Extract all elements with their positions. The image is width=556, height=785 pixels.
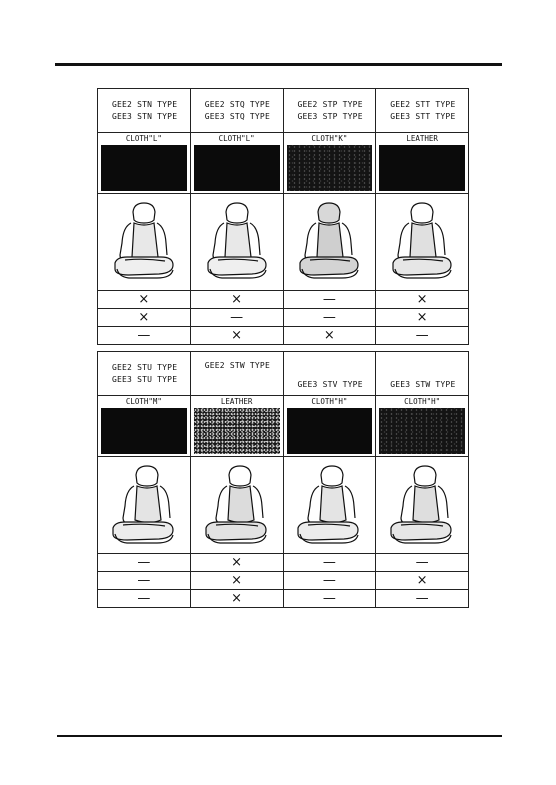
seat-cell — [376, 194, 468, 290]
material-label: CLOTH"K" — [311, 134, 348, 143]
mark-cell: × — [284, 327, 377, 344]
car-seat-icon — [200, 462, 274, 548]
seat-cell — [98, 194, 191, 290]
car-seat-icon — [107, 199, 181, 285]
mark-cell: × — [416, 310, 428, 325]
column-header: GEE2 STN TYPE GEE3 STN TYPE — [98, 89, 191, 133]
mark-cell: × — [191, 291, 284, 308]
mark-cell: × — [416, 292, 428, 307]
material-cell — [98, 396, 191, 456]
mark-cell: × — [98, 291, 191, 308]
header-rule — [55, 63, 502, 66]
seat-cell — [376, 457, 468, 553]
material-cell — [376, 396, 468, 456]
car-seat-icon — [385, 199, 459, 285]
column-header: GEE2 STQ TYPE GEE3 STQ TYPE — [191, 89, 284, 133]
header-row — [98, 89, 468, 133]
material-label: LEATHER — [220, 397, 253, 406]
mark-cell: — — [284, 590, 377, 607]
fabric-swatch — [379, 408, 465, 454]
mark-cell: — — [98, 554, 191, 571]
mark-cell: × — [191, 572, 284, 589]
column-header: GEE2 STU TYPE GEE3 STU TYPE — [98, 352, 191, 396]
seat-cell — [284, 194, 377, 290]
mark-row — [98, 327, 468, 344]
column-header: GEE2 STW TYPE — [191, 352, 284, 396]
car-seat-icon — [292, 462, 366, 548]
car-seat-icon — [385, 462, 459, 548]
mark-cell: — — [284, 572, 377, 589]
mark-row — [98, 554, 468, 572]
material-label: CLOTH"L" — [218, 134, 255, 143]
material-label: CLOTH"M" — [125, 397, 162, 406]
fabric-swatch — [101, 145, 187, 191]
fabric-swatch — [287, 408, 373, 454]
mark-row — [98, 309, 468, 327]
material-row — [98, 396, 468, 456]
mark-cell: — — [415, 591, 429, 606]
material-label: CLOTH"H" — [311, 397, 348, 406]
material-label: LEATHER — [406, 134, 438, 143]
mark-cell: × — [98, 309, 191, 326]
column-header: GEE3 STW TYPE — [376, 352, 468, 396]
seat-cell — [284, 457, 377, 553]
material-cell — [284, 133, 377, 193]
seat-cell — [98, 457, 191, 553]
mark-cell: — — [415, 555, 429, 570]
material-cell — [191, 133, 284, 193]
material-label: CLOTH"L" — [125, 134, 162, 143]
fabric-swatch — [194, 408, 280, 454]
seat-table-2 — [97, 351, 469, 608]
material-cell — [191, 396, 284, 456]
material-cell — [284, 396, 377, 456]
car-seat-icon — [200, 199, 274, 285]
mark-cell: — — [98, 327, 191, 344]
mark-cell: × — [191, 327, 284, 344]
mark-row — [98, 572, 468, 590]
material-label: CLOTH"H" — [404, 397, 441, 406]
material-row — [98, 133, 468, 193]
car-seat-icon — [292, 199, 366, 285]
mark-cell: — — [284, 291, 377, 308]
mark-cell: — — [98, 572, 191, 589]
seat-illustration-row — [98, 456, 468, 554]
fabric-swatch — [194, 145, 280, 191]
fabric-swatch — [379, 145, 465, 191]
mark-cell: — — [98, 590, 191, 607]
mark-cell: — — [284, 554, 377, 571]
column-header: GEE2 STP TYPE GEE3 STP TYPE — [284, 89, 377, 133]
column-header: GEE2 STT TYPE GEE3 STT TYPE — [376, 89, 468, 133]
footer-rule — [57, 735, 502, 737]
fabric-swatch — [287, 145, 373, 191]
seat-cell — [191, 194, 284, 290]
mark-cell: — — [191, 309, 284, 326]
seat-illustration-row — [98, 193, 468, 291]
material-cell — [98, 133, 191, 193]
seat-table-1 — [97, 88, 469, 345]
car-seat-icon — [107, 462, 181, 548]
fabric-swatch — [101, 408, 187, 454]
mark-cell: — — [415, 328, 429, 343]
mark-row — [98, 590, 468, 607]
mark-cell: × — [191, 590, 284, 607]
seat-cell — [191, 457, 284, 553]
mark-cell: × — [416, 573, 428, 588]
column-header: GEE3 STV TYPE — [284, 352, 377, 396]
mark-cell: — — [284, 309, 377, 326]
header-row — [98, 352, 468, 396]
material-cell — [376, 133, 468, 193]
mark-row — [98, 291, 468, 309]
mark-cell: × — [191, 554, 284, 571]
